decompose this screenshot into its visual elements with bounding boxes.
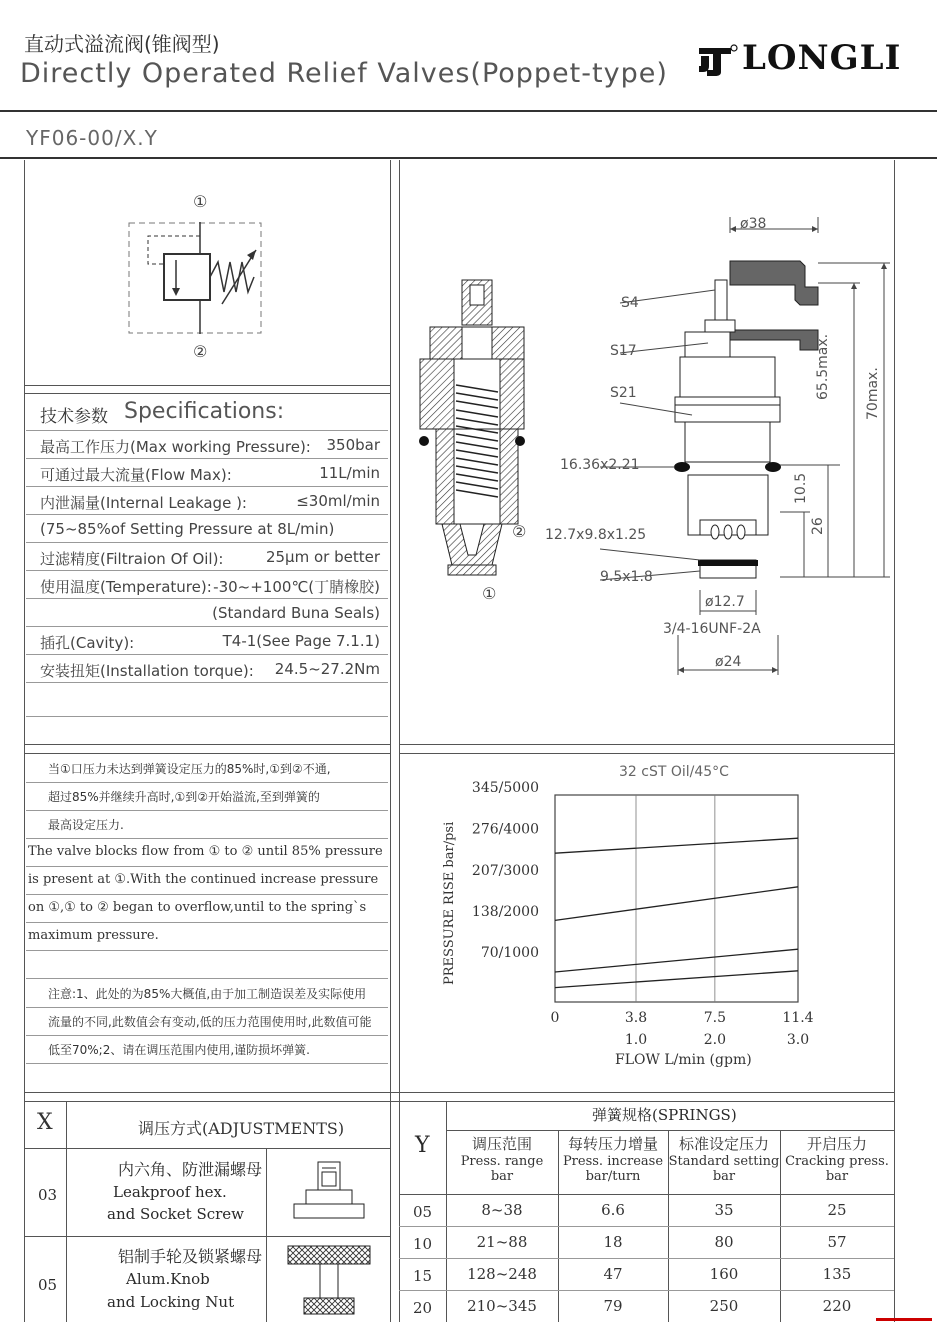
pressure-flow-chart bbox=[460, 780, 840, 1050]
dim-oring-12-7: 12.7x9.8x1.25 bbox=[545, 527, 647, 543]
adj-cn-03: 内六角、防泄漏螺母 bbox=[118, 1160, 263, 1179]
spr-y-10: 10 bbox=[412, 1235, 433, 1253]
spr-col-range: 调压范围 Press. range bar bbox=[460, 1135, 544, 1184]
symbol-port-2: ② bbox=[193, 342, 208, 361]
note-line-2: 流量的不同,此数值会有变动,低的压力范围使用时,此数值可能 bbox=[26, 1007, 388, 1036]
dim-oring-9-5: 9.5x1.8 bbox=[600, 569, 653, 585]
chart-x-tick-label: 11.4 bbox=[782, 1010, 814, 1026]
spr-y-15: 15 bbox=[412, 1267, 433, 1285]
spr-row-line-2 bbox=[399, 1258, 894, 1259]
row-divider-left bbox=[24, 744, 390, 745]
spr-range-15: 128~248 bbox=[467, 1265, 537, 1283]
adj-cn-05: 铝制手轮及锁紧螺母 bbox=[118, 1247, 263, 1266]
chart-y-tick-label: 276/4000 bbox=[471, 821, 539, 838]
chart-series-line-4 bbox=[555, 971, 798, 988]
dim-d24: ø24 bbox=[715, 654, 742, 670]
relief-valve-symbol-icon bbox=[128, 222, 262, 334]
model-divider bbox=[0, 157, 937, 159]
dim-10-5: 10.5 bbox=[793, 472, 809, 504]
longli-logo-icon bbox=[697, 42, 739, 78]
chart-x-tick-label-gpm: 1.0 bbox=[624, 1032, 648, 1048]
row-divider-bottom bbox=[24, 1092, 894, 1093]
spec-row-cavity: 插孔(Cavity): T4-1(See Page 7.1.1) bbox=[26, 627, 388, 655]
spr-head-line bbox=[446, 1130, 894, 1131]
spr-row-line-1 bbox=[399, 1226, 894, 1227]
chart-y-tick-label: 138/2000 bbox=[471, 904, 539, 921]
red-accent-mark bbox=[876, 1318, 932, 1321]
model-number: YF06-00/X.Y bbox=[26, 126, 158, 150]
row-divider-right-2 bbox=[399, 753, 894, 754]
dim-s17: S17 bbox=[610, 343, 637, 359]
desc-cn-line-3: 最高设定压力. bbox=[26, 810, 388, 839]
alum-knob-icon bbox=[284, 1244, 374, 1320]
dim-d12-7: ø12.7 bbox=[705, 594, 745, 610]
spr-y-05: 05 bbox=[412, 1203, 433, 1221]
spr-header-bottom bbox=[399, 1194, 894, 1195]
dim-65-5max: 65.5max. bbox=[815, 333, 831, 400]
symbol-port-1: ① bbox=[193, 192, 208, 211]
desc-en-line-4: maximum pressure. bbox=[26, 922, 388, 951]
chart-plot-frame bbox=[555, 795, 798, 1002]
dim-d38: ø38 bbox=[740, 216, 767, 232]
chart-y-tick-label: 207/3000 bbox=[471, 862, 539, 879]
spec-row-flow-max: 可通过最大流量(Flow Max): 11L/min bbox=[26, 459, 388, 487]
spr-inc-10: 18 bbox=[603, 1233, 623, 1251]
chart-xlabel: FLOW L/min (gpm) bbox=[615, 1052, 752, 1068]
spr-col-standard: 标准设定压力 Standard setting bar bbox=[668, 1135, 780, 1184]
adj-header-line bbox=[24, 1148, 390, 1149]
adj-en2-03: and Socket Screw bbox=[107, 1205, 245, 1223]
spr-range-10: 21~88 bbox=[476, 1233, 528, 1251]
dim-26: 26 bbox=[810, 517, 826, 535]
desc-en-line-3: on ①,① to ② began to overflow,until to the spring`s bbox=[26, 894, 388, 923]
spr-row-line-3 bbox=[399, 1290, 894, 1291]
adj-row-line bbox=[24, 1236, 390, 1237]
spr-range-20: 210~345 bbox=[467, 1297, 537, 1315]
chart-series-line-3 bbox=[555, 949, 798, 972]
dim-s4: S4 bbox=[621, 295, 639, 311]
hex-socket-screw-icon bbox=[292, 1160, 366, 1220]
spr-crack-20: 220 bbox=[822, 1297, 852, 1315]
desc-cn-line-1: 当①口压力未达到弹簧设定压力的85%时,①到②不通, bbox=[26, 754, 388, 783]
spec-row-internal-leakage: 内泄漏量(Internal Leakage ): ≤30ml/min bbox=[26, 487, 388, 515]
adj-col-line bbox=[66, 1101, 67, 1322]
adj-heading: 调压方式(ADJUSTMENTS) bbox=[138, 1119, 345, 1138]
spr-col-cracking: 开启压力 Cracking press. bar bbox=[785, 1135, 889, 1184]
chart-series-line-2 bbox=[555, 887, 798, 921]
note-line-1: 注意:1、此处的为85%大概值,由于加工制造误差及实际使用 bbox=[26, 979, 388, 1008]
mid-border-left bbox=[390, 160, 391, 1322]
section-port-1: ① bbox=[482, 584, 497, 603]
springs-col-y: Y bbox=[415, 1133, 430, 1158]
spr-crack-15: 135 bbox=[822, 1265, 852, 1283]
spr-std-10: 80 bbox=[714, 1233, 734, 1251]
adj-en1-05: Alum.Knob bbox=[126, 1270, 210, 1288]
spr-std-20: 250 bbox=[709, 1297, 739, 1315]
desc-cn-line-2: 超过85%并继续升高时,①到②开始溢流,至到弹簧的 bbox=[26, 782, 388, 811]
chart-y-tick-label: 70/1000 bbox=[480, 945, 539, 961]
dim-thread: 3/4-16UNF-2A bbox=[663, 621, 761, 637]
chart-x-tick-label: 0 bbox=[550, 1010, 560, 1026]
desc-en-line-1: The valve blocks flow from ① to ② until 85% pressure bbox=[26, 838, 388, 867]
spr-crack-05: 25 bbox=[827, 1201, 847, 1219]
dim-oring-16-36: 16.36x2.21 bbox=[560, 457, 640, 473]
spr-inc-20: 79 bbox=[603, 1297, 623, 1315]
spr-crack-10: 57 bbox=[827, 1233, 847, 1251]
chart-series-line-1 bbox=[555, 838, 798, 853]
title-cn: 直动式溢流阀(锥阀型) bbox=[24, 32, 220, 56]
section-port-2: ② bbox=[512, 522, 527, 541]
header-divider bbox=[0, 110, 937, 112]
spr-inc-15: 47 bbox=[603, 1265, 623, 1283]
chart-x-tick-label: 7.5 bbox=[703, 1010, 727, 1026]
springs-heading: 弹簧规格(SPRINGS) bbox=[592, 1106, 737, 1124]
chart-ylabel: PRESSURE RISE bar/psi bbox=[442, 821, 457, 985]
chart-y-tick-label: 345/5000 bbox=[471, 780, 539, 796]
spec-row-torque: 安装扭矩(Installation torque): 24.5~27.2Nm bbox=[26, 655, 388, 683]
chart-x-tick-label-gpm: 2.0 bbox=[703, 1032, 727, 1048]
row-divider-bottom-2 bbox=[24, 1101, 894, 1102]
adj-en1-03: Leakproof hex. bbox=[113, 1183, 227, 1201]
spec-row-seals: (Standard Buna Seals) bbox=[26, 599, 388, 627]
spr-std-05: 35 bbox=[714, 1201, 734, 1219]
row-divider-right bbox=[399, 744, 894, 745]
title-en: Directly Operated Relief Valves(Poppet-type) bbox=[20, 58, 668, 89]
mid-border-right bbox=[399, 160, 400, 1322]
spec-row-temperature: 使用温度(Temperature): -30~+100℃(丁腈橡胶) bbox=[26, 571, 388, 599]
brand-name: LONGLI bbox=[742, 38, 902, 78]
right-border bbox=[894, 160, 895, 1322]
specs-heading-en: Specifications: bbox=[124, 399, 285, 424]
spec-row-max-pressure: 最高工作压力(Max working Pressure): 350bar bbox=[26, 431, 388, 459]
spr-std-15: 160 bbox=[709, 1265, 739, 1283]
dim-70max: 70max. bbox=[865, 367, 881, 420]
valve-outline-drawing bbox=[600, 215, 890, 685]
spr-col-increase: 每转压力增量 Press. increase bar/turn bbox=[562, 1135, 664, 1184]
spr-range-05: 8~38 bbox=[481, 1201, 523, 1219]
desc-en-line-2: is present at ①.With the continued increase pressure bbox=[26, 866, 388, 895]
adj-col-x: X bbox=[37, 1110, 53, 1135]
adj-img-col-line bbox=[266, 1148, 267, 1322]
chart-x-tick-label: 3.8 bbox=[624, 1010, 648, 1026]
spr-y-20: 20 bbox=[412, 1299, 433, 1317]
spec-bottom-line bbox=[26, 716, 388, 717]
chart-x-tick-label-gpm: 3.0 bbox=[786, 1032, 810, 1048]
spr-inc-05: 6.6 bbox=[601, 1201, 625, 1219]
chart-title: 32 cST Oil/45°C bbox=[619, 764, 729, 780]
dim-s21: S21 bbox=[610, 385, 637, 401]
spec-top-line-2 bbox=[24, 393, 390, 394]
adj-code-05: 05 bbox=[38, 1276, 58, 1294]
adj-code-03: 03 bbox=[38, 1186, 58, 1204]
spec-row-leakage-note: (75~85%of Setting Pressure at 8L/min) bbox=[26, 515, 388, 543]
spec-row-filtration: 过滤精度(Filtraion Of Oil): 25μm or better bbox=[26, 543, 388, 571]
note-line-3: 低至70%;2、请在调压范围内使用,谨防损坏弹簧. bbox=[26, 1035, 388, 1064]
specs-heading-cn: 技术参数 bbox=[40, 407, 108, 427]
adj-en2-05: and Locking Nut bbox=[107, 1293, 235, 1311]
spec-top-line bbox=[24, 385, 390, 386]
